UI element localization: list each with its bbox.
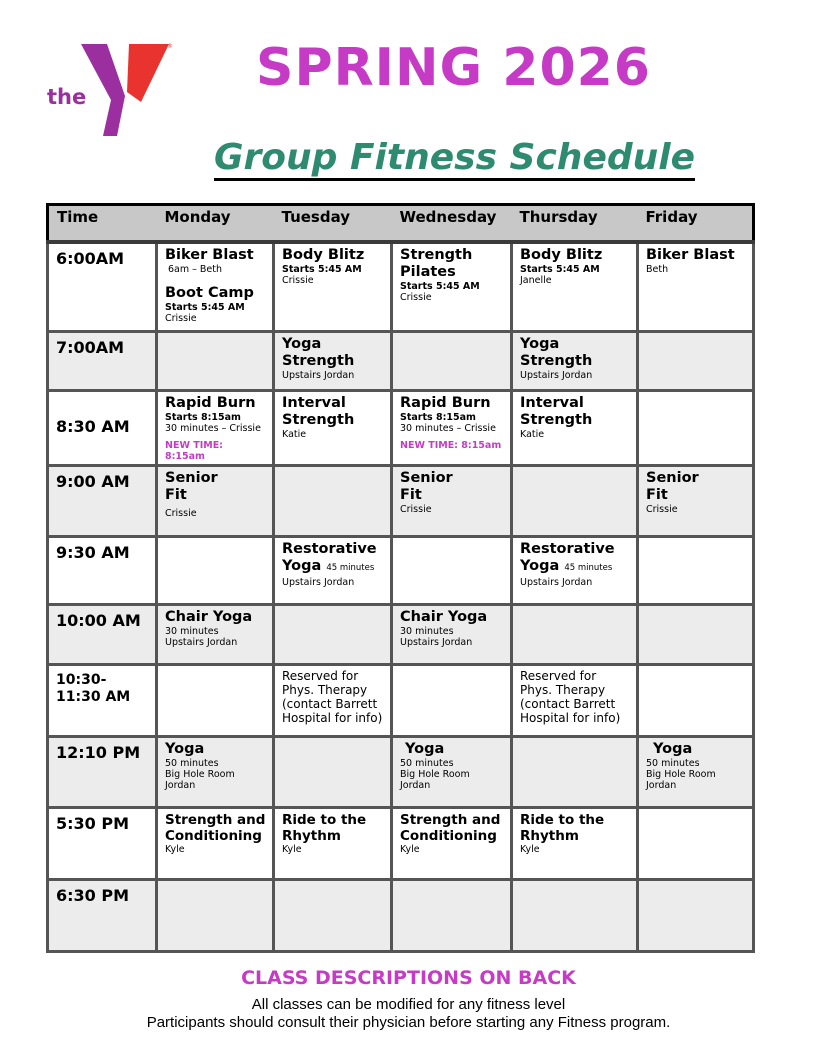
class-name: Biker Blast bbox=[646, 247, 735, 263]
class-duration: 45 minutes bbox=[564, 562, 613, 573]
page-subtitle: Group Fitness Schedule bbox=[214, 138, 695, 181]
class-name: Restorative bbox=[520, 540, 615, 557]
empty-cell bbox=[512, 465, 638, 536]
class-cell bbox=[157, 604, 274, 664]
class-instructor: Kyle bbox=[400, 843, 420, 855]
time-end: 11:30 AM bbox=[56, 688, 131, 705]
class-name: Senior bbox=[165, 469, 218, 486]
class-detail: 50 minutes bbox=[165, 757, 219, 769]
class-name: Chair Yoga bbox=[400, 608, 488, 625]
class-name: Rapid Burn bbox=[400, 394, 491, 411]
empty-cell bbox=[157, 331, 274, 390]
empty-cell bbox=[512, 879, 638, 951]
logo-ymca-text: YMCA bbox=[122, 97, 137, 120]
empty-cell bbox=[274, 604, 392, 664]
class-detail: Starts 8:15am bbox=[165, 411, 241, 423]
reserved-cell bbox=[512, 664, 638, 736]
class-name: Yoga bbox=[520, 557, 560, 574]
class-name: Strength bbox=[282, 411, 355, 428]
header-friday: Friday bbox=[638, 205, 754, 243]
class-detail: 30 minutes – Crissie bbox=[165, 422, 261, 434]
table-row bbox=[48, 807, 754, 879]
empty-cell bbox=[392, 536, 512, 604]
class-name: Strength bbox=[400, 247, 473, 263]
new-time-note: NEW TIME: 8:15am bbox=[400, 439, 502, 451]
schedule-table bbox=[46, 203, 755, 953]
header-time: Time bbox=[48, 205, 157, 243]
header-thursday: Thursday bbox=[512, 205, 638, 243]
class-name: Strength bbox=[282, 352, 355, 369]
class-instructor: Kyle bbox=[520, 843, 540, 855]
class-detail: Starts 5:45 AM bbox=[520, 264, 600, 275]
class-detail: 50 minutes bbox=[400, 757, 454, 769]
class-name: Pilates bbox=[400, 264, 456, 280]
time-cell: 5:30 PM bbox=[48, 807, 157, 879]
class-detail: Big Hole Room bbox=[646, 768, 716, 780]
class-cell bbox=[512, 807, 638, 879]
class-detail: Upstairs Jordan bbox=[282, 576, 355, 588]
time-cell: 10:00 AM bbox=[48, 604, 157, 664]
table-row bbox=[48, 465, 754, 536]
class-name: Yoga bbox=[653, 740, 693, 757]
time-cell: 7:00AM bbox=[48, 331, 157, 390]
class-name: Ride to the bbox=[520, 811, 605, 828]
empty-cell bbox=[638, 664, 754, 736]
table-row bbox=[48, 879, 754, 951]
table-row bbox=[48, 331, 754, 390]
class-descriptions-heading: CLASS DESCRIPTIONS ON BACK bbox=[241, 967, 576, 989]
class-name: Rhythm bbox=[282, 827, 341, 844]
class-name: Conditioning bbox=[165, 827, 262, 844]
class-instructor: Jordan bbox=[165, 779, 196, 791]
class-detail: 6am – Beth bbox=[168, 264, 223, 275]
class-name: Fit bbox=[400, 486, 422, 503]
empty-cell bbox=[638, 879, 754, 951]
class-name: Yoga bbox=[520, 335, 560, 352]
class-name: Interval bbox=[282, 394, 346, 411]
class-cell bbox=[157, 807, 274, 879]
class-detail: Starts 5:45 AM bbox=[282, 264, 362, 275]
class-cell bbox=[157, 465, 274, 536]
reserved-line: (contact Barrett bbox=[520, 696, 616, 711]
time-cell bbox=[48, 664, 157, 736]
class-name: Strength and bbox=[400, 811, 501, 828]
class-cell bbox=[638, 736, 754, 807]
empty-cell bbox=[638, 536, 754, 604]
class-detail: 30 minutes bbox=[400, 625, 454, 637]
class-cell bbox=[638, 242, 754, 331]
class-detail: Starts 5:45 AM bbox=[165, 302, 245, 313]
class-cell bbox=[392, 807, 512, 879]
class-name: Senior bbox=[400, 469, 453, 486]
class-name: Yoga bbox=[282, 557, 322, 574]
time-cell: 9:00 AM bbox=[48, 465, 157, 536]
class-name: Strength bbox=[520, 352, 593, 369]
class-instructor: Katie bbox=[282, 428, 307, 440]
class-name: Strength and bbox=[165, 811, 266, 828]
class-instructor: Kyle bbox=[282, 843, 302, 855]
class-instructor: Crissie bbox=[400, 292, 432, 303]
class-instructor: Crissie bbox=[165, 507, 197, 519]
class-cell bbox=[392, 465, 512, 536]
table-row bbox=[48, 390, 754, 465]
class-name: Fit bbox=[165, 486, 187, 503]
reserved-line: Reserved for bbox=[520, 668, 597, 683]
class-cell bbox=[157, 390, 274, 465]
table-row bbox=[48, 604, 754, 664]
reserved-line: Reserved for bbox=[282, 668, 359, 683]
class-instructor: Janelle bbox=[520, 275, 552, 286]
footer-line-1: All classes can be modified for any fitness level bbox=[251, 996, 566, 1013]
class-detail: Upstairs Jordan bbox=[400, 636, 473, 648]
page-title: SPRING 2026 bbox=[256, 38, 651, 98]
header-monday: Monday bbox=[157, 205, 274, 243]
empty-cell bbox=[392, 879, 512, 951]
class-detail: Big Hole Room bbox=[400, 768, 470, 780]
class-cell bbox=[274, 807, 392, 879]
footer-notes bbox=[0, 996, 817, 1032]
class-name: Conditioning bbox=[400, 827, 497, 844]
reserved-line: Hospital for info) bbox=[520, 710, 621, 725]
time-cell: 12:10 PM bbox=[48, 736, 157, 807]
table-row bbox=[48, 242, 754, 331]
empty-cell bbox=[392, 664, 512, 736]
class-duration: 45 minutes bbox=[326, 562, 375, 573]
class-instructor: Katie bbox=[520, 428, 545, 440]
class-instructor: Crissie bbox=[646, 503, 678, 515]
time-start: 10:30- bbox=[56, 671, 107, 688]
class-name: Interval bbox=[520, 394, 584, 411]
class-cell bbox=[274, 390, 392, 465]
class-detail: 30 minutes bbox=[165, 625, 219, 637]
class-instructor: Crissie bbox=[400, 503, 432, 515]
class-instructor: Jordan bbox=[400, 779, 431, 791]
class-name: Yoga bbox=[165, 740, 205, 757]
class-cell bbox=[157, 242, 274, 331]
class-cell bbox=[638, 465, 754, 536]
class-cell bbox=[392, 604, 512, 664]
empty-cell bbox=[157, 879, 274, 951]
class-detail: Starts 8:15am bbox=[400, 411, 476, 423]
class-cell bbox=[157, 736, 274, 807]
header-row bbox=[48, 205, 754, 243]
time-cell: 6:00AM bbox=[48, 242, 157, 331]
class-name: Restorative bbox=[282, 540, 377, 557]
reserved-line: Hospital for info) bbox=[282, 710, 383, 725]
table-row bbox=[48, 664, 754, 736]
class-name: Yoga bbox=[282, 335, 322, 352]
class-cell bbox=[274, 331, 392, 390]
class-cell bbox=[274, 536, 392, 604]
empty-cell bbox=[392, 331, 512, 390]
class-name: Rapid Burn bbox=[165, 394, 256, 411]
class-cell bbox=[392, 736, 512, 807]
class-instructor: Jordan bbox=[646, 779, 677, 791]
empty-cell bbox=[512, 736, 638, 807]
class-cell bbox=[512, 331, 638, 390]
class-name: Body Blitz bbox=[520, 247, 603, 263]
reserved-cell bbox=[274, 664, 392, 736]
empty-cell bbox=[274, 736, 392, 807]
class-name: Biker Blast bbox=[165, 247, 254, 263]
class-cell bbox=[512, 536, 638, 604]
class-detail: 50 minutes bbox=[646, 757, 700, 769]
class-detail: Upstairs Jordan bbox=[282, 369, 355, 381]
class-cell bbox=[274, 242, 392, 331]
class-instructor: Beth bbox=[646, 264, 669, 275]
class-instructor: Kyle bbox=[165, 843, 185, 855]
reserved-line: Phys. Therapy bbox=[282, 682, 368, 697]
class-detail: Big Hole Room bbox=[165, 768, 235, 780]
class-detail: Starts 5:45 AM bbox=[400, 281, 480, 292]
class-cell bbox=[512, 390, 638, 465]
empty-cell bbox=[157, 536, 274, 604]
reserved-line: Phys. Therapy bbox=[520, 682, 606, 697]
empty-cell bbox=[157, 664, 274, 736]
logo-the-text: the bbox=[47, 85, 87, 109]
class-detail: Upstairs Jordan bbox=[520, 576, 593, 588]
class-cell bbox=[392, 390, 512, 465]
class-instructor: Crissie bbox=[282, 275, 314, 286]
class-cell bbox=[392, 242, 512, 331]
time-cell: 8:30 AM bbox=[48, 390, 157, 465]
empty-cell bbox=[512, 604, 638, 664]
footer-line-2: Participants should consult their physician before starting any Fitness program. bbox=[146, 1014, 671, 1031]
empty-cell bbox=[638, 390, 754, 465]
class-name: Senior bbox=[646, 469, 699, 486]
class-name: Boot Camp bbox=[165, 285, 254, 301]
class-detail: Upstairs Jordan bbox=[165, 636, 238, 648]
class-name: Fit bbox=[646, 486, 668, 503]
empty-cell bbox=[274, 879, 392, 951]
class-name: Rhythm bbox=[520, 827, 579, 844]
class-detail: Upstairs Jordan bbox=[520, 369, 593, 381]
table-row bbox=[48, 536, 754, 604]
empty-cell bbox=[638, 331, 754, 390]
header-wednesday: Wednesday bbox=[392, 205, 512, 243]
class-instructor: Crissie bbox=[165, 313, 197, 324]
class-name: Chair Yoga bbox=[165, 608, 253, 625]
table-row bbox=[48, 736, 754, 807]
registered-mark: ® bbox=[167, 43, 173, 50]
header-tuesday: Tuesday bbox=[274, 205, 392, 243]
reserved-line: (contact Barrett bbox=[282, 696, 378, 711]
time-cell: 9:30 AM bbox=[48, 536, 157, 604]
class-detail: 30 minutes – Crissie bbox=[400, 422, 496, 434]
class-cell bbox=[512, 242, 638, 331]
class-name: Body Blitz bbox=[282, 247, 365, 263]
class-name: Strength bbox=[520, 411, 593, 428]
time-cell: 6:30 PM bbox=[48, 879, 157, 951]
empty-cell bbox=[274, 465, 392, 536]
class-name: Ride to the bbox=[282, 811, 367, 828]
empty-cell bbox=[638, 604, 754, 664]
empty-cell bbox=[638, 807, 754, 879]
new-time-note: NEW TIME: 8:15am bbox=[165, 439, 223, 462]
class-name: Yoga bbox=[405, 740, 445, 757]
